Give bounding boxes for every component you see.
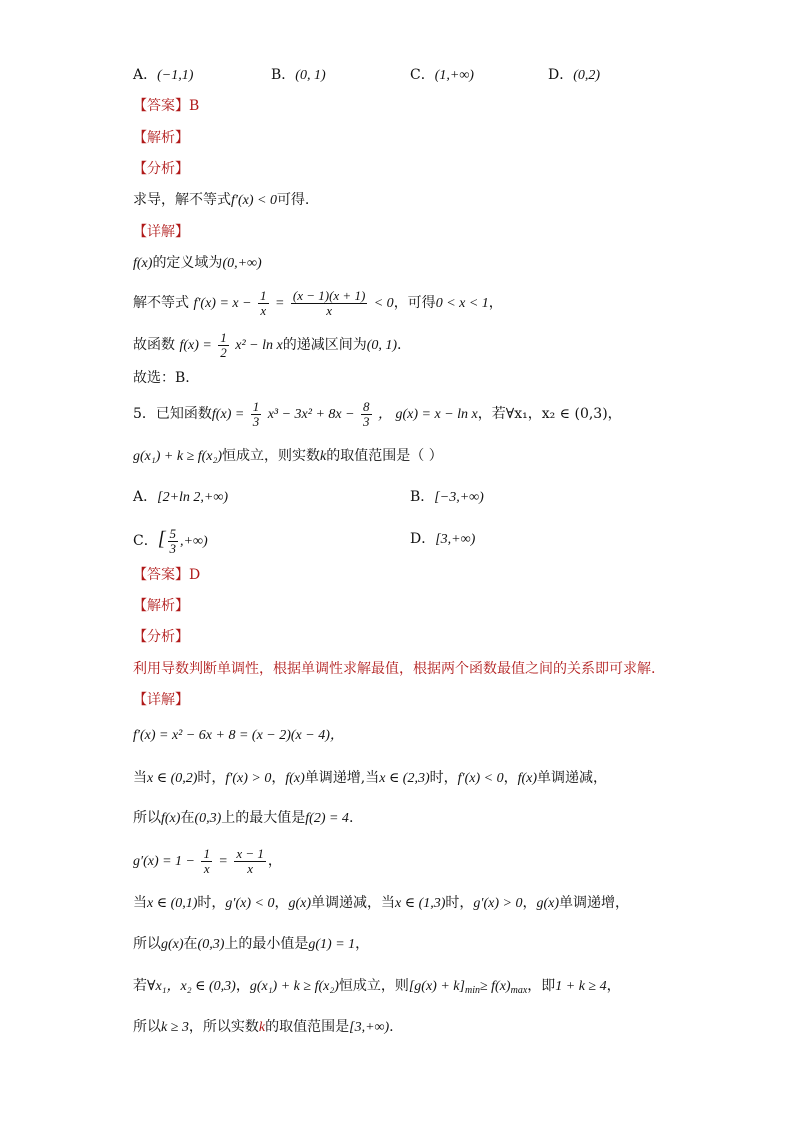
- option-label: A．: [133, 489, 158, 505]
- numerator: x − 1: [236, 845, 264, 861]
- text: 单调递增，: [559, 895, 630, 911]
- q4-option-a: [133, 65, 193, 86]
- denominator: x: [247, 860, 253, 876]
- text: ，: [274, 895, 289, 911]
- math: =: [218, 854, 228, 869]
- text: 单调递减，当: [311, 895, 396, 911]
- q5-fenxi-tag: 【分析】: [133, 629, 189, 645]
- bracket: [: [157, 528, 166, 550]
- fraction: [258, 289, 269, 318]
- math: g′(x) < 0: [225, 896, 275, 911]
- q5-stem-line-2: [133, 446, 443, 467]
- text: ，即: [527, 978, 556, 994]
- math: f′(x) < 0: [231, 193, 277, 208]
- option-label: D．: [410, 531, 436, 547]
- math: x ∈ (1,3): [395, 896, 446, 911]
- text: 的取值范围是: [265, 1019, 350, 1035]
- q5-stem-line-1: [133, 399, 622, 430]
- q5-max-f: [133, 808, 353, 829]
- text: 5．已知函数: [133, 406, 212, 422]
- q5-min-g: [133, 934, 369, 955]
- q5-derivative-g: [133, 846, 282, 877]
- math: =: [274, 296, 285, 311]
- math: x ∈ (2,3): [379, 771, 430, 786]
- fraction: [234, 847, 266, 876]
- numerator: 1: [220, 329, 227, 345]
- q5-fenxi-text: 利用导数判断单调性，根据单调性求解最值，根据两个函数最值之间的关系即可求解.: [133, 661, 656, 677]
- fraction: [201, 847, 212, 876]
- subscript: min: [464, 985, 480, 996]
- q4-domain-line: [133, 253, 262, 274]
- math: g(1) = 1: [308, 937, 356, 952]
- option-label: B．: [410, 489, 435, 505]
- option-label: C．: [410, 67, 435, 83]
- option-value: ,+∞): [180, 534, 208, 549]
- text: 求导，解不等式: [133, 192, 231, 208]
- math: ∀x₁，x₂ ∈ (0,3): [147, 979, 236, 994]
- math: g(x₁) + k ≥ f(x₂): [249, 979, 339, 994]
- text: 单调递增,当: [304, 770, 380, 786]
- math: f′(x) < 0: [457, 771, 504, 786]
- fraction: [251, 400, 262, 429]
- math: f(x) =: [211, 407, 245, 422]
- denominator: 3: [363, 413, 370, 429]
- math: f′(x) > 0: [225, 771, 272, 786]
- text: 所以: [133, 1019, 161, 1035]
- q5-derivative-f: f′(x) = x² − 6x + 8 = (x − 2)(x − 4)，: [133, 728, 344, 743]
- math: (0,+∞): [222, 256, 262, 271]
- denominator: x: [203, 860, 210, 876]
- fraction: [218, 331, 229, 360]
- text: ，: [355, 936, 370, 952]
- math: g(x): [161, 937, 184, 952]
- fraction: [291, 289, 367, 318]
- math: (0, 1): [366, 338, 398, 353]
- text: 所以: [133, 936, 161, 952]
- option-value: [−3,+∞): [434, 490, 484, 505]
- math: k: [258, 1020, 266, 1035]
- q4-option-c: [410, 65, 474, 86]
- numerator: 1: [203, 845, 210, 861]
- math: f(x): [517, 771, 538, 786]
- q5-condition: [133, 976, 621, 1001]
- q5-analysis-tag: 【解析】: [133, 598, 189, 614]
- text: 时，: [445, 895, 474, 911]
- math: 0 < x < 1: [435, 296, 489, 311]
- option-value: (−1,1): [157, 68, 194, 83]
- text: ，: [267, 853, 282, 869]
- option-value: (0,2): [573, 68, 601, 83]
- q4-fenxi-text: [133, 190, 309, 211]
- q5-final: [133, 1017, 394, 1038]
- math: f(x): [285, 771, 305, 786]
- q4-option-d: [548, 65, 600, 86]
- text: 上的最小值是: [224, 936, 309, 952]
- numerator: (x − 1)(x + 1): [292, 287, 366, 303]
- math: g′(x) = 1 −: [133, 854, 195, 869]
- math: 1 + k ≥ 4: [555, 979, 607, 994]
- math: g(x): [288, 896, 312, 911]
- q4-choose: 故选：B.: [133, 370, 190, 386]
- text: 时，: [197, 770, 226, 786]
- text: ，若∀x₁，x₂ ∈ (0,3)，: [477, 406, 622, 422]
- text: 恒成立，则实数: [222, 448, 321, 464]
- q4-answer: [133, 96, 199, 116]
- denominator: x: [326, 302, 332, 318]
- text: 上的最大值是: [221, 810, 306, 826]
- q5-monotonic-g: [133, 893, 629, 914]
- option-value: (1,+∞): [434, 68, 474, 83]
- q4-option-b: [271, 65, 326, 86]
- math: (0,3): [197, 937, 225, 952]
- text: 解不等式: [133, 295, 189, 311]
- math: g′(x) > 0: [473, 896, 523, 911]
- math: x ∈ (0,1): [147, 896, 198, 911]
- text: .: [348, 810, 354, 826]
- text: 时，: [197, 895, 226, 911]
- text: 可得.: [276, 192, 310, 208]
- answer-value: D: [189, 567, 201, 583]
- math: x³ − 3x² + 8x −: [267, 407, 355, 422]
- text: ，所以实数: [188, 1019, 259, 1035]
- text: .: [389, 1019, 394, 1035]
- text: 在: [180, 810, 195, 826]
- denominator: 3: [169, 540, 177, 556]
- text: 的取值范围是（ ）: [326, 448, 443, 464]
- text: ，: [503, 770, 518, 786]
- math: f(x) =: [179, 338, 212, 353]
- fraction: [361, 400, 372, 429]
- math: x² − ln x: [235, 338, 283, 353]
- answer-tag: 【答案】: [133, 567, 189, 583]
- q5-option-c: [133, 524, 208, 557]
- text: 若: [133, 978, 147, 994]
- math: g(x): [536, 896, 560, 911]
- math: f(2) = 4: [305, 811, 349, 826]
- numerator: 5: [169, 525, 177, 541]
- option-value: [3,+∞): [435, 532, 476, 547]
- option-label: A．: [133, 67, 158, 83]
- option-value: [2+ln 2,+∞): [157, 490, 228, 505]
- q5-option-a: [133, 487, 228, 508]
- text: 故函数: [133, 337, 175, 353]
- math: ≥ f(x): [479, 979, 511, 994]
- option-label: D．: [548, 67, 574, 83]
- text: 时，: [429, 770, 458, 786]
- subscript: max: [510, 985, 528, 996]
- denominator: 2: [220, 344, 227, 360]
- math: f′(x) = x −: [193, 296, 252, 311]
- q5-answer: [133, 565, 200, 585]
- text: ，: [235, 978, 250, 994]
- q5-option-b: [410, 487, 484, 508]
- math: [3,+∞): [349, 1020, 390, 1035]
- fraction: [168, 527, 179, 556]
- denominator: x: [260, 302, 267, 318]
- math: k: [320, 449, 327, 464]
- math: f(x): [133, 256, 153, 271]
- text: ，可得: [393, 295, 436, 311]
- math: ， g(x) = x − ln x: [378, 407, 478, 422]
- text: .: [397, 337, 402, 353]
- text: 所以: [133, 810, 161, 826]
- answer-value: B: [189, 98, 200, 114]
- q4-analysis-tag: 【解析】: [133, 130, 189, 146]
- math: f(x): [161, 811, 181, 826]
- q4-detail-tag: 【详解】: [133, 224, 189, 240]
- denominator: 3: [252, 413, 260, 429]
- option-value: (0, 1): [295, 68, 326, 83]
- numerator: 8: [363, 398, 370, 414]
- q5-option-d: [410, 529, 475, 550]
- math: g(x₁) + k ≥ f(x₂): [133, 449, 223, 464]
- q4-conclusion-line: [133, 330, 401, 361]
- text: ，: [522, 895, 537, 911]
- text: 的递减区间为: [282, 337, 367, 353]
- text: ，: [271, 770, 286, 786]
- option-label: C．: [133, 533, 158, 549]
- numerator: 1: [260, 287, 267, 303]
- text: 的定义域为: [152, 255, 223, 271]
- math: (0,3): [194, 811, 222, 826]
- numerator: 1: [252, 398, 260, 414]
- text: 当: [133, 895, 147, 911]
- math: x ∈ (0,2): [147, 771, 198, 786]
- q5-monotonic-f: [133, 768, 607, 789]
- text: ，: [488, 295, 503, 311]
- text: 恒成立，则: [338, 978, 409, 994]
- text: ，: [606, 978, 621, 994]
- text: 在: [183, 936, 198, 952]
- text: 单调递减，: [537, 770, 608, 786]
- answer-tag: 【答案】: [133, 98, 189, 114]
- math: < 0: [373, 296, 394, 311]
- q4-inequality-line: [133, 288, 503, 319]
- math: [g(x) + k]: [408, 979, 465, 994]
- option-label: B．: [271, 67, 296, 83]
- text: 当: [133, 770, 147, 786]
- math: k ≥ 3: [161, 1020, 189, 1035]
- q5-detail-tag: 【详解】: [133, 692, 189, 708]
- q4-fenxi-tag: 【分析】: [133, 161, 189, 177]
